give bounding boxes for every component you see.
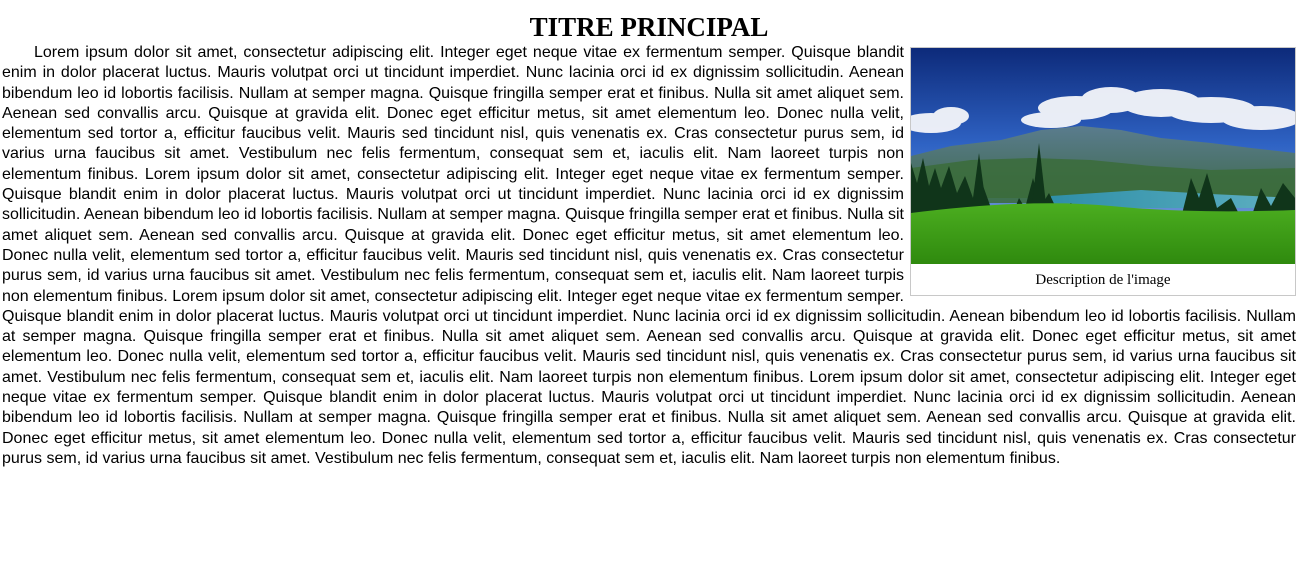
figure (910, 47, 1296, 296)
figure-caption: Description de l'image (1035, 272, 1171, 288)
page-title: TITRE PRINCIPAL (529, 12, 769, 42)
landscape-image (911, 48, 1295, 264)
document-page (0, 12, 1304, 469)
body-paragraph: Lorem ipsum dolor sit amet, consectetur adipiscing elit. Integer eget neque vitae ex fermentum semper. Quisque blandit enim in dolor placerat luctus. Mauris volutpat orci ut tincidunt imperdiet. Nunc lacinia orci id ex dignissim sollicitudin. Aenean bibendum leo id lobortis facilisis. Nullam at semper magna. Quisque fringilla semper erat et finibus. Nulla sit amet aliquet sem. Aenean sed convallis arcu. Quisque at gravida elit. Donec eget efficitur metus, sit amet elementum leo. Donec nulla velit, elementum sed tortor a, efficitur faucibus velit. Mauris sed tincidunt nisl, quis venenatis ex. Cras consectetur purus sem, id varius urna faucibus sit amet. Vestibulum nec felis fermentum, consequat sem et, iaculis elit. Nam laoreet turpis non elementum finibus. Lorem ipsum dolor sit amet, consectetur adipiscing elit. Integer eget neque vitae ex fermentum semper. Quisque blandit enim in dolor placerat luctus. Mauris volutpat orci ut tincidunt imperdiet. Nunc lacinia orci id ex dignissim sollicitudin. Aenean bibendum leo id lobortis facilisis. Nullam at semper magna. Quisque fringilla semper erat et finibus. Nulla sit amet aliquet sem. Aenean sed convallis arcu. Quisque at gravida elit. Donec eget efficitur metus, sit amet elementum leo. Donec nulla velit, elementum sed tortor a, efficitur faucibus velit. Mauris sed tincidunt nisl, quis venenatis ex. Cras consectetur purus sem, id varius urna faucibus sit amet. Vestibulum nec felis fermentum, consequat sem et, iaculis elit. Nam laoreet turpis non elementum finibus. Lorem ipsum dolor sit amet, consectetur adipiscing elit. Integer eget neque vitae ex fermentum semper. Quisque blandit enim in dolor placerat luctus. Mauris volutpat orci ut tincidunt imperdiet. Nunc lacinia orci id ex dignissim sollicitudin. Aenean bibendum leo id lobortis facilisis. Nullam at semper magna. Quisque fringilla semper erat et finibus. Nulla sit amet aliquet sem. Aenean sed convallis arcu. Quisque at gravida elit. Donec eget efficitur metus, sit amet elementum leo. Donec nulla velit, elementum sed tortor a, efficitur faucibus velit. Mauris sed tincidunt nisl, quis venenatis ex. Cras consectetur purus sem, id varius urna faucibus sit amet. Vestibulum nec felis fermentum, consequat sem et, iaculis elit. Nam laoreet turpis non elementum finibus. Lorem ipsum dolor sit amet, consectetur adipiscing elit. Integer eget neque vitae ex fermentum semper. Quisque blandit enim in dolor placerat luctus. Mauris volutpat orci ut tincidunt imperdiet. Nunc lacinia orci id ex dignissim sollicitudin. Aenean bibendum leo id lobortis facilisis. Nullam at semper magna. Quisque fringilla semper erat et finibus. Nulla sit amet aliquet sem. Aenean sed convallis arcu. Quisque at gravida elit. Donec eget efficitur metus, sit amet elementum leo. Donec nulla velit, elementum sed tortor a, efficitur faucibus velit. Mauris sed tincidunt nisl, quis venenatis ex. Cras consectetur purus sem, id varius urna faucibus sit amet. Vestibulum nec felis fermentum, consequat sem et, iaculis elit. Nam laoreet turpis non elementum finibus. (2, 44, 1296, 467)
